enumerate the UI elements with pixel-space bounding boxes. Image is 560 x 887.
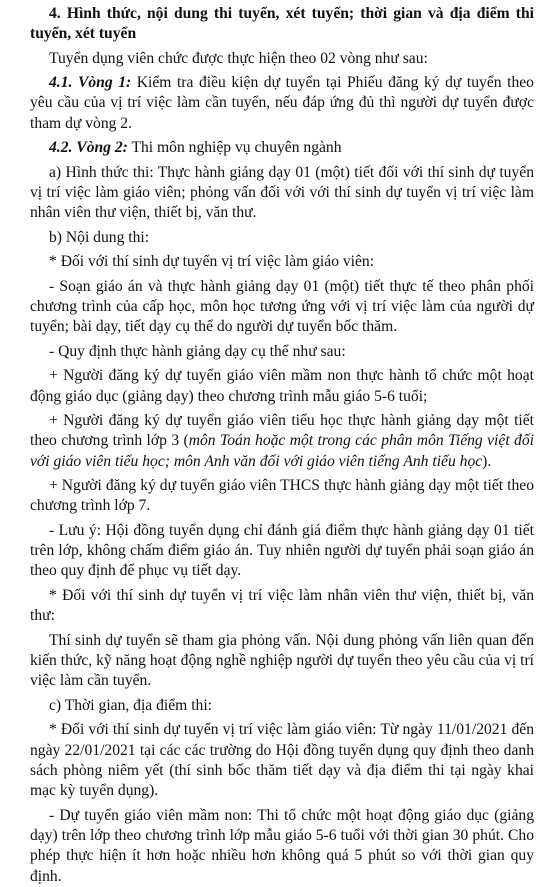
primary-rule-end: ). xyxy=(482,452,492,470)
preschool-rule: + Người đăng ký dự tuyển giáo viên mầm non thực hành tổ chức một hoạt động giáo dục (giảng dạy) theo chương trình mẫu giáo 5-6 tuổi; xyxy=(30,367,534,405)
round-1-text: Kiểm tra điều kiện dự tuyển tại Phiếu đăng ký dự tuyển theo yêu cầu của vị trí việc làm cần tuyển, nếu đáp ứng đủ thì người dự tuyển được tham dự vòng 2. xyxy=(30,74,534,132)
primary-rule-text: + Người đăng ký dự tuyển giáo viên tiểu học thực hành giảng dạy một tiết theo chương trình lớp 3 ( xyxy=(30,412,534,450)
round-2-label: 4.2. Vòng 2: xyxy=(49,139,128,157)
intro-paragraph: Tuyển dụng viên chức được thực hiện theo 02 vòng như sau: xyxy=(49,49,428,67)
teacher-heading: * Đối với thí sinh dự tuyển vị trí việc làm giáo viên: xyxy=(49,253,375,271)
teacher-time-paragraph: * Đối với thí sinh dự tuyển vị trí việc làm giáo viên: Từ ngày 11/01/2021 đến ngày 22/01/2021 tại các các trường do Hội đồng tuyển dụng quy định theo danh sách phòng niêm yết (thí sinh bốc thăm tiết dạy và địa điểm thi tại ngày khai mạc kỳ tuyển dụng). xyxy=(30,721,534,800)
section-heading: 4. Hình thức, nội dung thi tuyển, xét tuyển; thời gian và địa điểm thi tuyển, xét tuyển xyxy=(30,5,534,43)
round-2-text: Thi môn nghiệp vụ chuyên ngành xyxy=(127,139,342,157)
note-paragraph: - Lưu ý: Hội đồng tuyển dụng chỉ đánh giá điểm thực hành giảng dạy 01 tiết trên lớp, không chấm điểm giáo án. Tuy nhiên người dự tuyển phải soạn giáo án theo quy định để phục vụ tiết dạy. xyxy=(30,521,534,580)
round-2-paragraph xyxy=(30,138,534,158)
secondary-rule: + Người đăng ký dự tuyển giáo viên THCS thực hành giảng dạy một tiết theo chương trình lớp 7. xyxy=(30,477,534,515)
content-heading: b) Nội dung thi: xyxy=(49,228,150,246)
staff-heading: * Đối với thí sinh dự tuyển vị trí việc làm nhân viên thư viện, thiết bị, văn thư: xyxy=(30,586,534,625)
time-heading: c) Thời gian, địa điểm thi: xyxy=(49,696,212,714)
preschool-time-paragraph: - Dự tuyển giáo viên mầm non: Thi tổ chức một hoạt động giáo dục (giảng dạy) trên lớp theo chương trình lớp mẫu giáo 5-6 tuổi với thời gian 30 phút. Cho phép thực hiện ít hơn hoặc nhiều hơn không quá 5 phút so với thời gian quy định. xyxy=(30,806,534,885)
form-paragraph: a) Hình thức thi: Thực hành giảng dạy 01 (một) tiết đối với thí sinh dự tuyển vị trí việc làm giáo viên; phỏng vấn đối với với thí sinh dự tuyển vị trí việc làm nhân viên thư viện, thiết bị, văn thư. xyxy=(30,163,534,222)
round-1-label: 4.1. Vòng 1: xyxy=(49,74,132,92)
primary-rule xyxy=(30,411,534,472)
primary-rule-italic: môn Toán hoặc một trong các phân môn Tiếng việt đối với giáo viên tiểu học; môn Anh văn đối với giáo viên tiếng Anh tiểu học xyxy=(30,432,534,470)
round-1-paragraph xyxy=(30,73,534,134)
rules-heading: - Quy định thực hành giảng dạy cụ thể như sau: xyxy=(49,342,346,360)
interview-paragraph: Thí sinh dự tuyển sẽ tham gia phỏng vấn. Nội dung phỏng vấn liên quan đến kiến thức, kỹ năng hoạt động nghề nghiệp người dự tuyển theo yêu cầu của vị trí việc làm cần tuyển. xyxy=(30,631,534,690)
lesson-prep-paragraph: - Soạn giáo án và thực hành giảng dạy 01 (một) tiết thực tế theo phân phối chương trình của cấp học, môn học tương ứng với vị trí việc làm của người dự tuyển; bài dạy, tiết dạy cụ thể do người dự tuyển bốc thăm. xyxy=(30,277,534,336)
